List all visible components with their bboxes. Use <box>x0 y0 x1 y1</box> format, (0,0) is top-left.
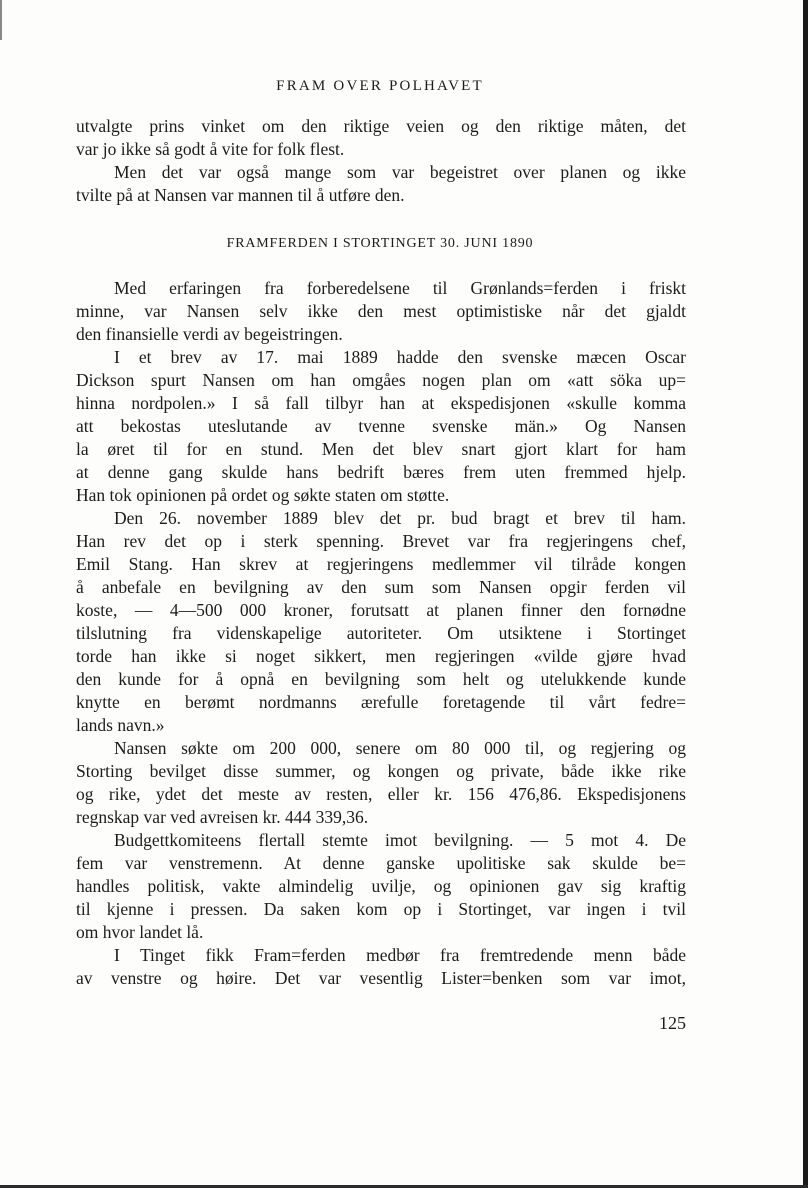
text-line: I Tinget fikk Fram=ferden medbør fra fremtredende menn både <box>114 945 686 965</box>
text-line: koste, — 4—500 000 kroner, forutsatt at planen finner den fornødne <box>76 600 686 620</box>
text-line: Den 26. november 1889 blev det pr. bud bragt et brev til ham. <box>114 508 686 528</box>
text-line: den kunde for å opnå en bevilgning som helt og utelukkende kunde <box>76 669 686 689</box>
text-line: tilslutning fra videnskapelige autoriteter. Om utsiktene i Stortinget <box>76 623 686 643</box>
text-line: Storting bevilget disse summer, og kongen og private, både ikke rike <box>76 761 686 781</box>
text-line: lands navn.» <box>76 715 165 735</box>
text-line: knytte en berømt nordmanns ærefulle foretagende til vårt fedre= <box>76 692 686 712</box>
scan-edge-left <box>0 0 2 40</box>
text-line: fem var venstremenn. At denne ganske upolitiske sak skulde be= <box>76 853 686 873</box>
text-line: regnskap var ved avreisen kr. 444 339,36. <box>76 807 369 827</box>
text-line: Dickson spurt Nansen om han omgåes nogen plan om «att söka up= <box>76 370 686 390</box>
text-line: til kjenne i pressen. Da saken kom op i Stortinget, var ingen i tvil <box>76 899 686 919</box>
text-line: at denne gang skulde hans bedrift bæres frem uten fremmed hjelp. <box>76 462 686 482</box>
body-paragraphs <box>76 277 686 990</box>
text-line: handles politisk, vakte almindelig uvilje, og opinionen gav sig kraftig <box>76 876 686 896</box>
text-line: att bekostas uteslutande av tvenne svenske män.» Og Nansen <box>76 416 686 436</box>
text-line: den finansielle verdi av begeistringen. <box>76 324 343 344</box>
text-line: minne, var Nansen selv ikke den mest optimistiske når det gjaldt <box>76 301 686 321</box>
text-line: var jo ikke så godt å vite for folk flest. <box>76 139 345 159</box>
text-line: å anbefale en bevilgning av den sum som Nansen opgir ferden vil <box>76 577 686 597</box>
text-line: Med erfaringen fra forberedelsene til Grønlands=ferden i friskt <box>114 278 686 298</box>
text-line: og rike, ydet det meste av resten, eller kr. 156 476,86. Ekspedisjonens <box>76 784 686 804</box>
text-line: hinna nordpolen.» I så fall tilbyr han at ekspedisjonen «skulle komma <box>76 393 686 413</box>
text-line: Han rev det op i sterk spenning. Brevet var fra regjeringens chef, <box>76 531 686 551</box>
running-head: FRAM OVER POLHAVET <box>276 78 484 94</box>
text-line: Emil Stang. Han skrev at regjeringens medlemmer vil tilråde kongen <box>76 554 686 574</box>
text-line: la øret til for en stund. Men det blev snart gjort klart for ham <box>76 439 686 459</box>
text-line: Han tok opinionen på ordet og søkte staten om støtte. <box>76 485 450 505</box>
text-line: Budgettkomiteens flertall stemte imot bevilgning. — 5 mot 4. De <box>114 830 686 850</box>
text-line: om hvor landet lå. <box>76 922 204 942</box>
section-heading: FRAMFERDEN I STORTINGET 30. JUNI 1890 <box>226 236 534 251</box>
scan-edge-right <box>803 0 808 1188</box>
text-line: utvalgte prins vinket om den riktige veien og den riktige måten, det <box>76 116 686 136</box>
page-number: 125 <box>659 1013 686 1033</box>
intro-paragraphs <box>76 115 686 207</box>
text-line: tvilte på at Nansen var mannen til å utføre den. <box>76 185 405 205</box>
text-line: torde han ikke si noget sikkert, men regjeringen «vilde gjøre hvad <box>76 646 686 666</box>
text-line: Men det var også mange som var begeistret over planen og ikke <box>114 162 686 182</box>
text-line: Nansen søkte om 200 000, senere om 80 000 til, og regjering og <box>114 738 686 758</box>
text-line: I et brev av 17. mai 1889 hadde den svenske mæcen Oscar <box>114 347 686 367</box>
text-line: av venstre og høire. Det var vesentlig Lister=benken som var imot, <box>76 968 686 988</box>
